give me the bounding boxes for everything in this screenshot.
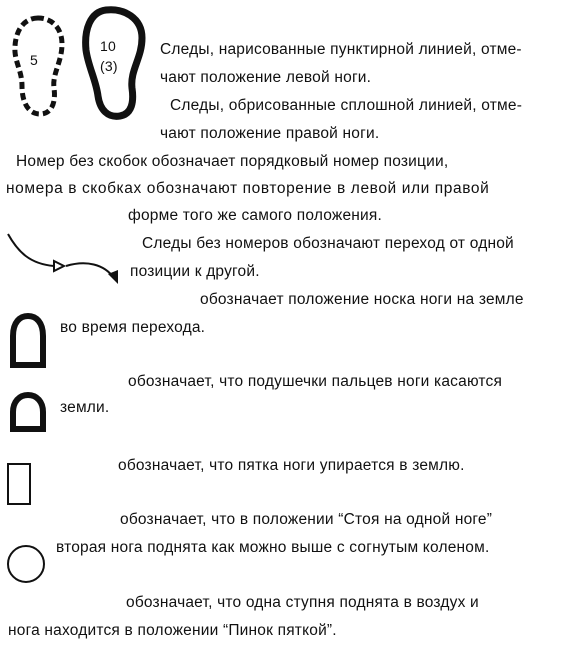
solid-text-line2: чают положение правой ноги.	[160, 125, 380, 142]
ball-text-line1: обозначает, что подушечки пальцев ноги касаются	[128, 373, 503, 390]
transition-arrow-icon	[4, 228, 128, 286]
numbers-text-line2: номера в скобках обозначают повторение в левой или правой	[6, 180, 490, 197]
raise-text-line1: обозначает, что в положении “Стоя на одной ноге”	[120, 511, 493, 528]
dotted-text-line1: Следы, нарисованные пунктирной линией, отме-	[160, 41, 522, 58]
ball-text-line2: земли.	[60, 399, 110, 416]
kick-text-line2: нога находится в положении “Пинок пяткой”.	[8, 622, 337, 639]
right-footprint-number: 10	[100, 38, 116, 54]
toe-text-line1: обозначает положение носка ноги на земле	[200, 291, 524, 308]
transition-text-line1: Следы без номеров обозначают переход от одной	[142, 235, 514, 252]
toe-text-line2: во время перехода.	[60, 319, 206, 336]
transition-text-line2: позиции к другой.	[130, 263, 260, 280]
dotted-text-line2: чают положение левой ноги.	[160, 69, 372, 86]
numbers-text-line3: форме того же самого положения.	[128, 207, 382, 224]
numbers-text-line1: Номер без скобок обозначает порядковый номер позиции,	[16, 153, 449, 170]
solid-text-line1: Следы, обрисованные сплошной линией, отме-	[170, 97, 523, 114]
heel-text-line1: обозначает, что пятка ноги упирается в землю.	[118, 457, 465, 474]
left-footprint-icon	[8, 14, 78, 120]
left-footprint-number: 5	[30, 52, 38, 68]
raised-leg-circle-icon	[4, 540, 48, 588]
heel-icon	[6, 462, 34, 508]
raise-text-line2: вторая нога поднята как можно выше с согнутым коленом.	[56, 539, 490, 556]
kick-text-line1: обозначает, что одна ступня поднята в воздух и	[126, 594, 479, 611]
right-footprint-repeat-number: (3)	[100, 58, 118, 74]
toe-on-ground-icon	[6, 312, 50, 368]
ball-of-foot-icon	[6, 390, 50, 432]
